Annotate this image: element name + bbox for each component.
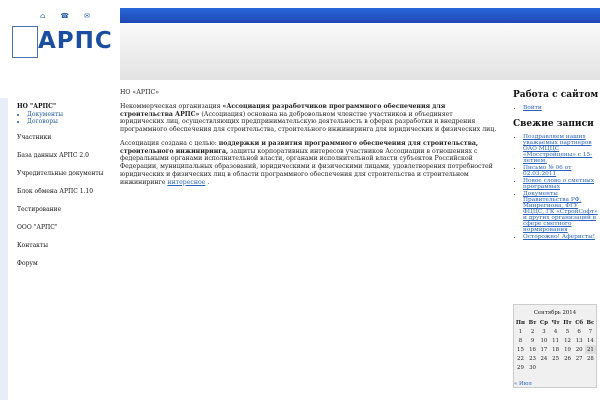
sidebar-item-forum[interactable]: Форум [17, 260, 38, 267]
intro-prefix: Некоммерческая организация [120, 102, 223, 110]
calendar-week [514, 336, 596, 345]
header-banner [120, 23, 600, 80]
calendar-day[interactable]: 26 [564, 355, 571, 362]
calendar-day[interactable]: 4 [553, 328, 558, 335]
calendar-day[interactable]: 11 [552, 337, 560, 344]
calendar-day[interactable]: 27 [575, 355, 583, 362]
sidebar-subitem-documents[interactable]: • Документы [27, 111, 113, 118]
sidebar-item-contacts[interactable]: Контакты [17, 242, 48, 249]
purpose-prefix: Ассоциация создана с целью: [120, 139, 219, 147]
intro-bold: «Ассоциация разработчиков программного обеспечения для строительства АРПС» [120, 102, 446, 118]
page-header [0, 0, 600, 88]
calendar-day[interactable]: 9 [530, 337, 535, 344]
weekday-label: Чт [551, 319, 560, 326]
calendar-week [514, 327, 596, 336]
logo-area [0, 0, 118, 88]
calendar-day[interactable]: 13 [575, 337, 583, 344]
calendar-day[interactable]: 28 [586, 355, 594, 362]
login-link[interactable]: Войти [523, 105, 542, 111]
calendar [513, 304, 597, 388]
post-link[interactable]: Документы Правительства РФ, Минрегиона, ФГУ ФЦЦС, ГК «СтройСофт» и других организаций в сфере сметного нормирования [523, 191, 598, 233]
logo-graphic [12, 26, 38, 58]
weekday-label: Пт [563, 319, 572, 326]
calendar-day[interactable]: 16 [529, 346, 536, 353]
weekday-label: Сб [575, 319, 584, 326]
calendar-week [514, 345, 596, 354]
calendar-day[interactable]: 12 [564, 337, 571, 344]
sidebar-item-members[interactable]: Участники [17, 134, 52, 141]
post-link[interactable]: Новое слово о сметных программах [523, 178, 595, 190]
phone-icon[interactable]: ☎ [60, 12, 70, 20]
breadcrumb: НО «АРПС» [120, 89, 159, 96]
weekday-row [514, 318, 596, 327]
calendar-grid [514, 318, 596, 372]
sidebar-item-founding-docs[interactable]: Учредительные документы [17, 170, 104, 177]
main-content [120, 89, 497, 192]
calendar-day[interactable]: 2 [530, 328, 535, 335]
calendar-title: Сентябрь 2014 [533, 310, 577, 316]
purpose-paragraph [120, 140, 497, 187]
work-list [523, 105, 600, 111]
sidebar-item-llc[interactable]: ООО "АРПС" [17, 224, 58, 231]
top-blue-bar [120, 8, 600, 23]
sidebar-item-testing[interactable]: Тестирование [17, 206, 62, 213]
logo-text: АРПС [38, 28, 113, 54]
fresh-posts [523, 134, 600, 240]
calendar-day[interactable]: 21 [585, 345, 596, 354]
calendar-day[interactable]: 7 [588, 328, 593, 335]
calendar-day[interactable]: 30 [529, 364, 536, 371]
calendar-day[interactable]: 29 [517, 364, 524, 371]
calendar-day [550, 363, 562, 372]
purpose-suffix: защиты корпоративных интересов участников Ассоциации в отношениях с федеральными органами исполнительной власти, органами исполнительной власти субъектов Российской Федерации, муниципальных образований, юридическими и физическими лицами, удовлетворения потребностей юридических и физических лиц в области программного обеспечения для строительства и строительном инжиниринге [120, 147, 493, 186]
purpose-bold: поддержки и развития программного обеспечения для строительства, строительного инжиниринга, [120, 139, 479, 155]
sidebar-item-database[interactable]: База данных АРПС 2.0 [17, 152, 89, 159]
calendar-day [561, 363, 573, 372]
calendar-day[interactable]: 22 [517, 355, 524, 362]
weekday-label: Вт [528, 319, 537, 326]
calendar-day[interactable]: 6 [577, 328, 581, 335]
fresh-title: Свежие записи [513, 119, 594, 129]
purpose-end: . [205, 178, 210, 186]
post-link[interactable]: Осторожно! Аферисты! [523, 234, 596, 240]
top-icons [40, 12, 90, 20]
calendar-day [574, 363, 585, 372]
weekday-label: Пн [515, 319, 525, 326]
calendar-day[interactable]: 8 [518, 337, 523, 344]
sidebar-subitem-contracts[interactable]: • Договоры [27, 118, 113, 125]
sidebar-item-exchange[interactable]: Блок обмена АРПС 1.10 [17, 188, 94, 195]
work-title: Работа с сайтом [513, 90, 599, 100]
calendar-day [585, 363, 596, 372]
mail-icon[interactable]: ✉ [84, 12, 90, 20]
sidebar-subnav [27, 111, 113, 125]
calendar-day[interactable]: 23 [529, 355, 536, 362]
post-link[interactable]: Поздравляем наших уважаемых партнеров ОАО МЦЦС «Мосстройцены» с 15-летием. [523, 134, 593, 164]
calendar-prev-link[interactable]: « Июл [514, 381, 532, 387]
calendar-day[interactable]: 25 [552, 355, 560, 362]
calendar-day[interactable]: 3 [542, 328, 546, 335]
right-sidebar [513, 90, 600, 248]
calendar-day[interactable]: 15 [517, 346, 524, 353]
calendar-day[interactable]: 14 [586, 337, 594, 344]
left-stripe [0, 98, 8, 400]
calendar-day [538, 363, 550, 372]
calendar-day[interactable]: 1 [518, 328, 523, 335]
calendar-week [514, 363, 596, 372]
post-link[interactable]: Письмо № 06 от 02.03.2011 [523, 165, 572, 177]
intro-suffix: (Ассоциация) основана на добровольном членстве участников и объединяет юридических лиц, осуществляющих предпринимательскую деятельность в сферах разработки и внедрения программного обеспечения для строительства, строительного инжиниринга для юридических и физических лиц. [120, 110, 497, 133]
calendar-day[interactable]: 10 [540, 337, 548, 344]
weekday-label: Вс [586, 319, 595, 326]
intro-paragraph [120, 103, 497, 134]
calendar-week [514, 354, 596, 363]
sidebar [17, 103, 113, 278]
calendar-day[interactable]: 24 [540, 355, 548, 362]
calendar-day[interactable]: 17 [540, 346, 548, 353]
sidebar-item-arps[interactable]: НО "АРПС" [17, 103, 57, 110]
calendar-day[interactable]: 19 [564, 346, 571, 353]
interesting-link[interactable]: интересное [167, 178, 206, 186]
weekday-label: Ср [539, 319, 548, 326]
calendar-day[interactable]: 18 [552, 346, 560, 353]
calendar-day[interactable]: 5 [565, 328, 570, 335]
home-icon[interactable]: ⌂ [40, 12, 46, 20]
calendar-day[interactable]: 20 [575, 346, 583, 353]
